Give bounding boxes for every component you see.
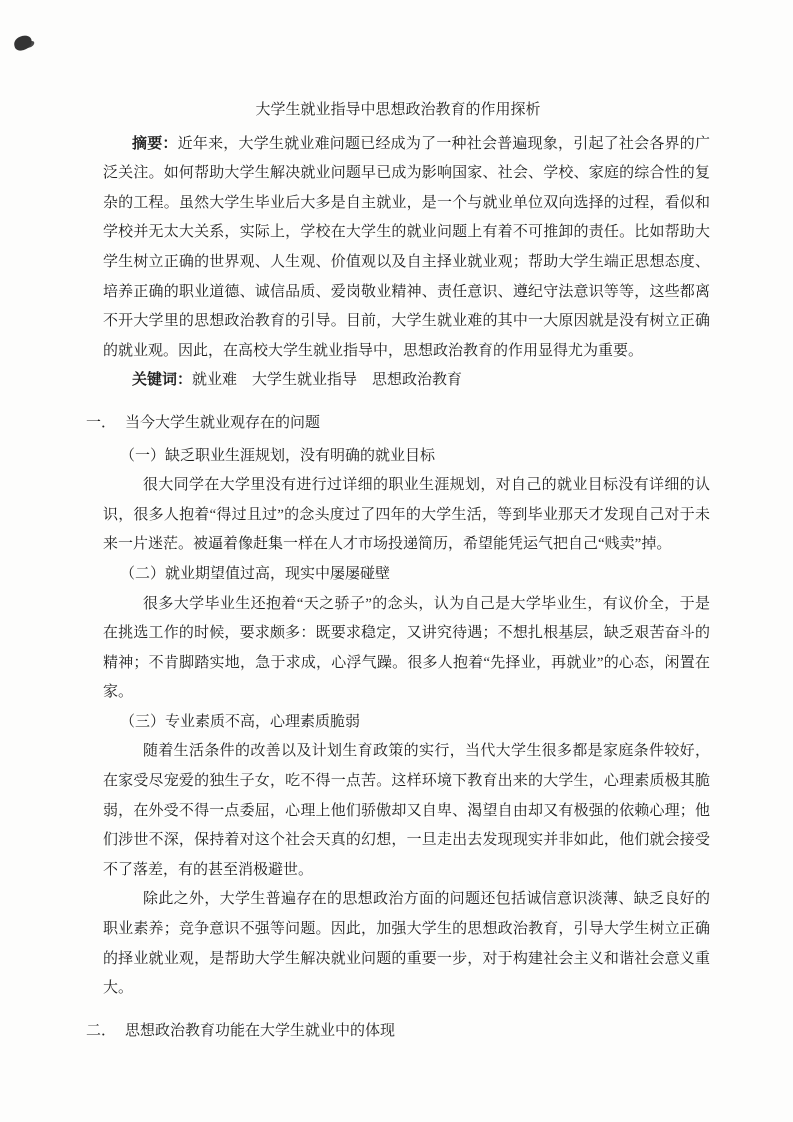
body-paragraph: 除此之外，大学生普遍存在的思想政治方面的问题还包括诚信意识淡薄、缺乏良好的职业素养；竞争意识不强等问题。因此，加强大学生的思想政治教育，引导大学生树立正确的择业就业观，是帮助大学生解决就业问题的重要一步，对于构建社会主义和谐社会意义重大。 (103, 891, 710, 997)
body-paragraph: 很多大学毕业生还抱着“天之骄子”的念头，认为自己是大学毕业生，有议价全，于是在挑选工作的时候，要求颇多：既要求稳定，又讲究待遇；不想扎根基层，缺乏艰苦奋斗的精神；不肯脚踏实地，急于求成，心浮气躁。很多人抱着“先择业，再就业”的心态，闲置在家。 (103, 595, 710, 701)
section-1-title: 当今大学生就业观存在的问题 (125, 414, 321, 431)
subsection-1-2-heading (120, 560, 710, 590)
subsection-1-2-label: （二） (120, 565, 166, 582)
paper-title: 大学生就业指导中思想政治教育的作用探析 (255, 102, 541, 118)
subsection-1-1-heading (120, 442, 710, 472)
section-1-number: 一． (86, 414, 117, 431)
body-paragraph: 很大同学在大学里没有进行过详细的职业生涯规划，对自己的就业目标没有详细的认识，很多人抱着“得过且过”的念头度过了四年的大学生活，等到毕业那天才发现自己对于未来一片迷茫。被逼着像赶集一样在人才市场投递简历，希望能凭运气把自己“贱卖”掉。 (103, 477, 710, 553)
subsection-1-2-title: 就业期望值过高，现实中屡屡碰壁 (165, 565, 391, 582)
subsection-1-3-label: （三） (120, 713, 166, 730)
abstract-text: 近年来，大学生就业难问题已经成为了一种社会普遍现象，引起了社会各界的广泛关注。如何帮助大学生解决就业问题早已成为影响国家、社会、学校、家庭的综合性的复杂的工程。虽然大学生毕业后大多是自主就业，是一个与就业单位双向选择的过程，看似和学校并无太大关系，实际上，学校在大学生的就业问题上有着不可推卸的责任。比如帮助大学生树立正确的世界观、人生观、价值观以及自主择业就业观；帮助大学生端正思想态度、培养正确的职业道德、诚信品质、爱岗敬业精神、责任意识、遵纪守法意识等等，这些都离不开大学里的思想政治教育的引导。目前，大学生就业难的其中一大原因就是没有树立正确的就业观。因此，在高校大学生就业指导中，思想政治教育的作用显得尤为重要。 (103, 135, 710, 359)
subsection-1-3-title: 专业素质不高，心理素质脆弱 (165, 713, 361, 730)
subsection-1-1-label: （一） (120, 447, 166, 464)
body-paragraph: 随着生活条件的改善以及计划生育政策的实行，当代大学生很多都是家庭条件较好，在家受尽宠爱的独生子女，吃不得一点苦。这样环境下教育出来的大学生，心理素质极其脆弱，在外受不得一点委屈，心理上他们骄傲却又自卑、渴望自由却又有极强的依赖心理；他们涉世不深，保持着对这个社会天真的幻想，一旦走出去发现现实并非如此，他们就会接受不了落差，有的甚至消极避世。 (103, 743, 710, 878)
section-2-number: 二． (86, 1022, 117, 1039)
keywords-label: 关键词： (132, 372, 193, 389)
section-2-heading (86, 1017, 710, 1047)
section-2-title: 思想政治教育功能在大学生就业中的体现 (125, 1022, 396, 1039)
abstract-label: 摘要： (132, 135, 178, 152)
keywords-text: 就业难 大学生就业指导 思想政治教育 (192, 372, 463, 389)
abstract-paragraph (103, 130, 710, 367)
subsection-1-1-title: 缺乏职业生涯规划，没有明确的就业目标 (165, 447, 436, 464)
ink-smudge-mark (13, 34, 34, 52)
section-1-heading (86, 409, 710, 439)
keywords-line (103, 366, 710, 396)
subsection-1-3-heading (120, 708, 710, 738)
